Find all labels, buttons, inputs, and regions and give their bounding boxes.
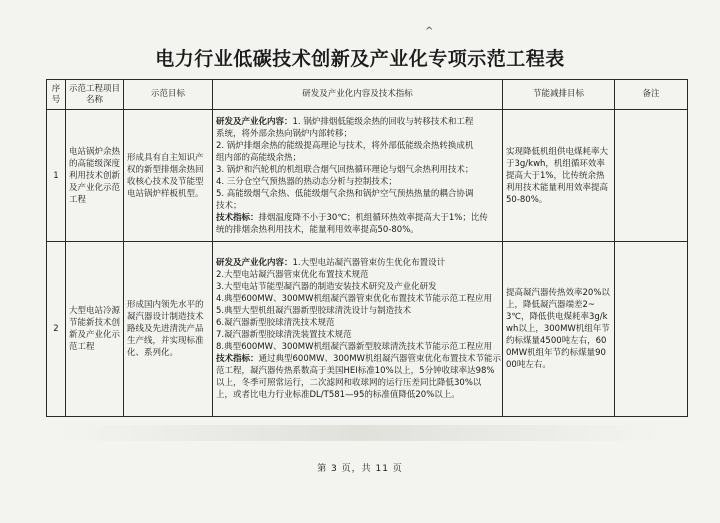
content-line: 研发及产业化内容：1. 锅炉排烟低能级余热的回收与转移技术和工程 <box>216 116 474 127</box>
content-lead-label: 技术指标： <box>216 354 259 364</box>
table-row <box>47 242 688 417</box>
content-line: 以上，冬季可照常运行，二次滤网和收球网的运行压差同比降低30%以 <box>216 378 482 388</box>
content-line: 3. 锅炉和汽轮机的机组联合烟气回热循环理论与烟气余热利用技术； <box>216 164 474 175</box>
content-line: 5. 高能级烟气余热、低能级烟气余热和锅炉空气预热热量的耦合协调 <box>216 188 474 199</box>
table-row <box>47 110 688 242</box>
content-line: 6.凝汽器新型胶球清洗技术规范 <box>216 318 335 328</box>
row-remarks <box>615 242 688 417</box>
content-line: 5.典型大型机组凝汽器新型胶球清洗设计与制造技术 <box>216 306 412 316</box>
content-line: 2.大型电站凝汽器管束优化布置技术规范 <box>216 270 369 280</box>
row-goal: 形成具有自主知识产权的新型排烟余热回收核心技术及节能型电站锅炉样板机型。 <box>124 110 213 242</box>
header-project: 示范工程项目名称 <box>66 80 124 110</box>
content-lead-label: 研发及产业化内容： <box>216 258 293 268</box>
content-line: 技术； <box>216 200 242 211</box>
page-title: 电力行业低碳技术创新及产业化专项示范工程表 <box>155 48 565 70</box>
row-seq: 1 <box>47 110 66 242</box>
row-goal: 形成国内领先水平的凝汽器设计制造技术路线及先进清洗产品生产线，并实现标准化、系列化。 <box>124 242 213 417</box>
content-line: 8.典型600MW、300MW机组凝汽器新型胶球清洗技术节能示范工程应用 <box>216 342 493 352</box>
content-line: 技术指标：排烟温度降不小于30℃；机组循环热效率提高大于1%；比传 <box>216 212 488 223</box>
content-lead-label: 技术指标： <box>216 212 259 223</box>
row-energy-target: 实现降低机组供电煤耗率大于3g/kwh，机组循环效率提高大于1%，比传统余热利用技术能量利用效率提高50-80%。 <box>503 110 615 242</box>
header-remarks: 备注 <box>615 80 688 110</box>
header-content: 研发及产业化内容及技术指标 <box>213 80 503 110</box>
content-line: 4.典型600MW、300MW机组凝汽器管束优化布置技术节能示范工程应用 <box>216 294 493 304</box>
row-content <box>213 242 503 417</box>
row-project-name: 电站锅炉余热的高能级深度利用技术创新及产业化示范工程 <box>66 110 124 242</box>
content-line: 统的排烟余热利用技术，能量利用效率提高50-80%。 <box>216 224 419 235</box>
edit-caret-mark: ^ <box>425 26 434 37</box>
content-line: 组内部的高能级余热； <box>216 152 302 163</box>
demo-project-table <box>46 79 688 417</box>
content-line: 7.凝汽器新型胶球清洗装置技术规范 <box>216 330 352 340</box>
row-energy-target: 提高凝汽器传热效率20%以上，降低凝汽器端差2~3℃，降低供电煤耗率3g/kwh以上，300MW机组年节约标煤量4500吨左右，600MW机组年节约标煤量9000吨左右。 <box>503 242 615 417</box>
row-project-name: 大型电站冷源节能新技术创新及产业化示范工程 <box>66 242 124 417</box>
content-line: 技术指标：通过典型600MW、300MW机组凝汽器管束优化布置技术节能示 <box>216 354 501 364</box>
content-line: 4. 三分仓空气预热器的热动态分析与控制技术； <box>216 176 397 187</box>
row-remarks <box>615 110 688 242</box>
content-line: 3.大型电站节能型凝汽器的制造安装技术研究及产业化研发 <box>216 282 437 292</box>
content-line: 研发及产业化内容：1.大型电站凝汽器管束仿生优化布置设计 <box>216 258 446 268</box>
content-line: 系统，将外部余热向锅炉内部转移； <box>216 128 353 139</box>
scan-bleed-through <box>60 425 660 441</box>
row-seq: 2 <box>47 242 66 417</box>
content-line: 上，或者比电力行业标准DL/T581—95的标准值降低20%以上。 <box>216 390 460 400</box>
header-goal: 示范目标 <box>124 80 213 110</box>
header-seq: 序号 <box>47 80 66 110</box>
content-line: 2. 锅炉排烟余热的能级提高理论与技术，将外部低能级余热转换成机 <box>216 140 474 151</box>
page-footer: 第 3 页，共 11 页 <box>317 464 403 474</box>
content-lead-label: 研发及产业化内容： <box>216 116 293 127</box>
header-energy: 节能减排目标 <box>503 80 615 110</box>
content-line: 范工程，凝汽器传热系数高于美国HEI标准10%以上，5分钟收球率达98% <box>216 366 495 376</box>
row-content <box>213 110 503 242</box>
table-header-row <box>47 80 688 110</box>
